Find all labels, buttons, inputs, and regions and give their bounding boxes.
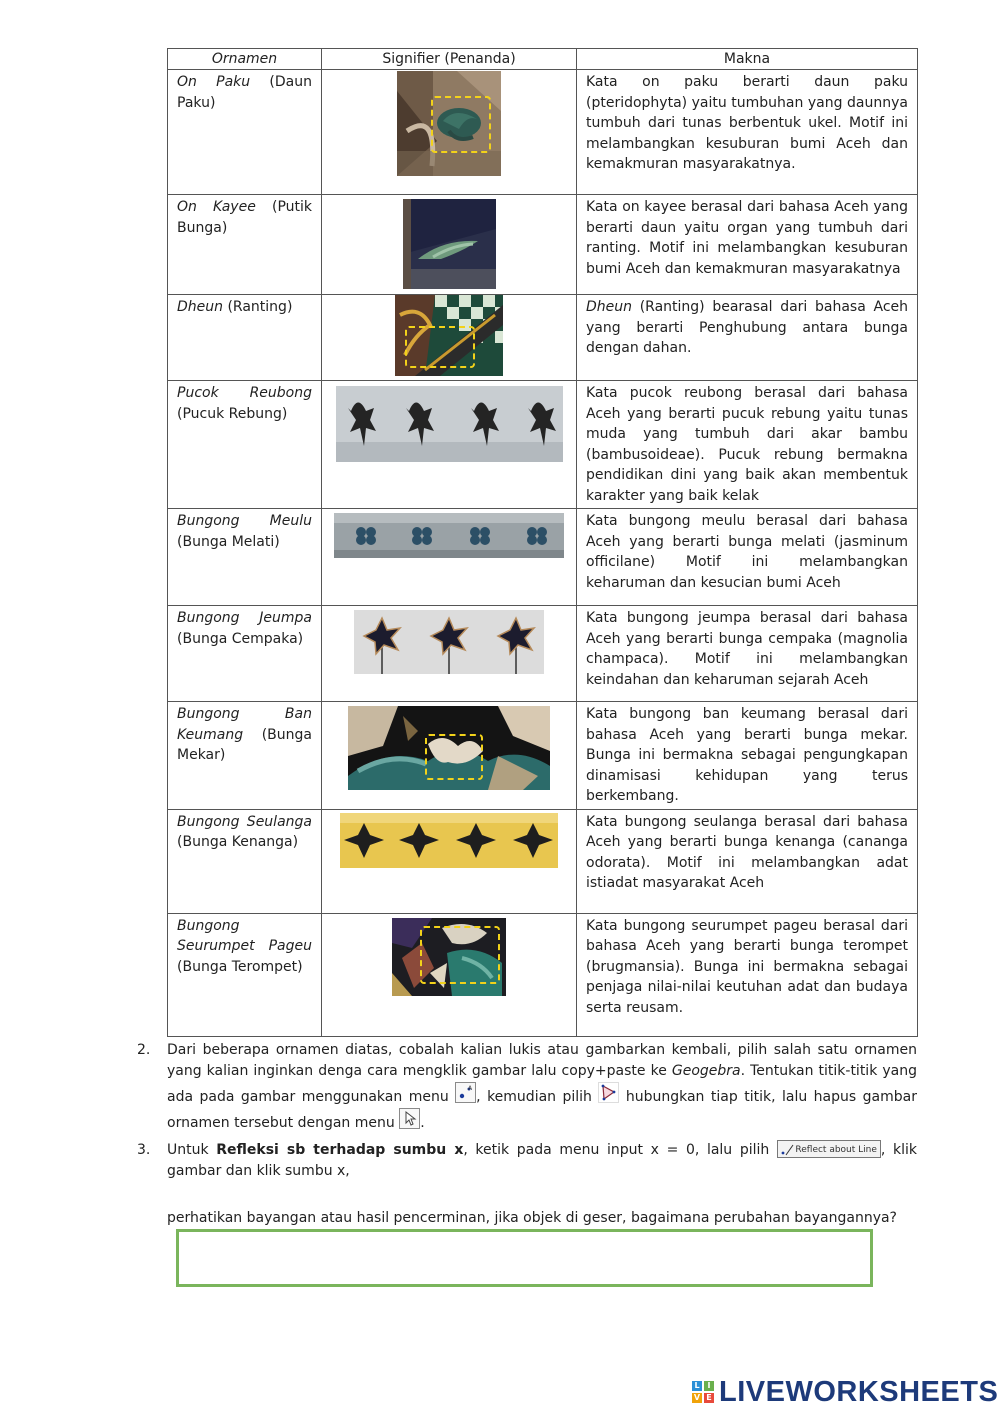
signifier-cell [322, 809, 577, 913]
table-row [168, 913, 918, 1036]
bunga-cempaka-image[interactable] [354, 610, 544, 674]
signifier-cell [322, 509, 577, 606]
header-makna: Makna [577, 49, 918, 70]
liveworksheets-logo [692, 1375, 998, 1409]
highlight-box [420, 926, 500, 984]
table-row [168, 509, 918, 606]
polygon-tool-icon[interactable] [598, 1082, 619, 1103]
highlight-box [431, 96, 491, 153]
header-signifier: Signifier (Penanda) [322, 49, 577, 70]
signifier-cell [322, 381, 577, 509]
ornament-meaning: Kata pucok reubong berasal dari bahasa Aceh yang berarti pucuk rebung yaitu tunas muda yang tumbuh dari akar bambu (bambusoideae). Pucuk rebung bermakna pendidikan dini yang baik akan membentuk karakter yang baik kelak [577, 381, 918, 509]
step-number: 2. [137, 1042, 151, 1058]
bunga-melati-image[interactable] [334, 513, 564, 558]
pucuk-rebung-image[interactable] [336, 386, 563, 462]
table-row [168, 606, 918, 702]
step-3: 3. Untuk Refleksi sb terhadap sumbu x, ketik pada menu input x = 0, lalu pilih Reflect about Line , klik gambar dan klik sumbu x, [137, 1142, 917, 1179]
move-tool-icon[interactable] [399, 1108, 420, 1129]
highlight-box [405, 326, 475, 368]
signifier-cell [322, 913, 577, 1036]
ornament-meaning: Kata bungong ban keumang berasal dari bahasa Aceh yang berarti bunga mekar. Bunga ini bermakna sebagai pengungkapan dinamisasi kehidupan yang terus berkembang. [577, 702, 918, 810]
signifier-cell [322, 295, 577, 381]
ornament-name: Bungong Meulu (Bunga Melati) [168, 509, 322, 606]
putik-bunga-image[interactable] [403, 199, 496, 289]
ornament-meaning: Kata bungong meulu berasal dari bahasa Aceh yang berarti bunga melati (jasminum officilane) Motif ini melambangkan keharuman dan kesucian bumi Aceh [577, 509, 918, 606]
table-row [168, 70, 918, 195]
ornament-name: Bungong Ban Keumang (Bunga Mekar) [168, 702, 322, 810]
step-number: 3. [137, 1142, 151, 1158]
brand-text: LIVEWORKSHEETS [719, 1375, 999, 1408]
signifier-cell [322, 70, 577, 195]
reflect-about-line-button[interactable]: Reflect about Line [777, 1140, 881, 1158]
ornament-meaning: Kata bungong seulanga berasal dari bahasa Aceh yang berarti bunga kenanga (cananga odorata). Motif ini melambangkan adat istiadat masyarakat Aceh [577, 809, 918, 913]
daun-paku-image[interactable] [397, 71, 501, 176]
point-tool-icon[interactable] [455, 1082, 476, 1103]
ornament-meaning: Dheun (Ranting) bearasal dari bahasa Aceh yang berarti Penghubung antara bunga dengan dahan. [577, 295, 918, 381]
ornament-name: Bungong Seurumpet Pageu (Bunga Terompet) [168, 913, 322, 1036]
instruction-steps [137, 1040, 917, 1182]
question-text: perhatikan bayangan atau hasil pencerminan, jika objek di geser, bagaimana perubahan bayangannya? [167, 1210, 897, 1226]
table-row [168, 702, 918, 810]
ranting-image[interactable] [395, 295, 503, 376]
ornament-name: Bungong Jeumpa (Bunga Cempaka) [168, 606, 322, 702]
table-row [168, 295, 918, 381]
ornament-name: Bungong Seulanga (Bunga Kenanga) [168, 809, 322, 913]
highlight-box [425, 734, 483, 780]
ornament-meaning: Kata bungong seurumpet pageu berasal dari bahasa Aceh yang berarti bunga terompet (brugmansia). Bunga ini bermakna sebagai penjaga nilai-nilai keutuhan adat dan budaya serta reusam. [577, 913, 918, 1036]
header-ornamen: Ornamen [168, 49, 322, 70]
ornament-meaning: Kata on paku berarti daun paku (pteridophyta) yaitu tumbuhan yang daunnya tumbuh dari tunas berbentuk ukel. Motif ini melambangkan kesuburan bumi Aceh dan kemakmuran masyarakatnya. [577, 70, 918, 195]
table-row [168, 195, 918, 295]
answer-box[interactable] [176, 1229, 873, 1287]
ornament-name: Pucok Reubong (Pucuk Rebung) [168, 381, 322, 509]
svg-text:A: A [468, 1085, 473, 1092]
table-header-row [168, 49, 918, 70]
ornament-table [167, 48, 918, 1037]
ornament-name: On Kayee (Putik Bunga) [168, 195, 322, 295]
bunga-terompet-image[interactable] [392, 918, 506, 996]
table-row [168, 809, 918, 913]
bunga-mekar-image[interactable] [348, 706, 550, 790]
signifier-cell [322, 702, 577, 810]
ornament-meaning: Kata bungong jeumpa berasal dari bahasa Aceh yang berarti bunga cempaka (magnolia champaca). Motif ini melambangkan keindahan dan keharuman sejarah Aceh [577, 606, 918, 702]
bunga-kenanga-image[interactable] [340, 813, 558, 868]
table-row [168, 381, 918, 509]
ornament-name: Dheun (Ranting) [168, 295, 322, 381]
brand-mark-icon: L I V E [692, 1381, 714, 1403]
step-2: 2. Dari beberapa ornamen diatas, cobalah kalian lukis atau gambarkan kembali, pilih salah satu ornamen yang kalian inginkan denga cara mengklik gambar lalu copy+paste ke Geogebra. Tentukan titik-titik yang ada pada gambar menggunakan menu A , kemudian pilih hubungkan tiap titik, lalu hapus gambar ornamen tersebut dengan menu . [137, 1042, 917, 1131]
signifier-cell [322, 606, 577, 702]
ornament-name: On Paku (Daun Paku) [168, 70, 322, 195]
reflect-line-icon [780, 1143, 794, 1157]
signifier-cell [322, 195, 577, 295]
ornament-meaning: Kata on kayee berasal dari bahasa Aceh yang berarti daun yaitu organ yang tumbuh dari ranting. Motif ini melambangkan kesuburan bumi Aceh dan kemakmuran masyarakatnya [577, 195, 918, 295]
